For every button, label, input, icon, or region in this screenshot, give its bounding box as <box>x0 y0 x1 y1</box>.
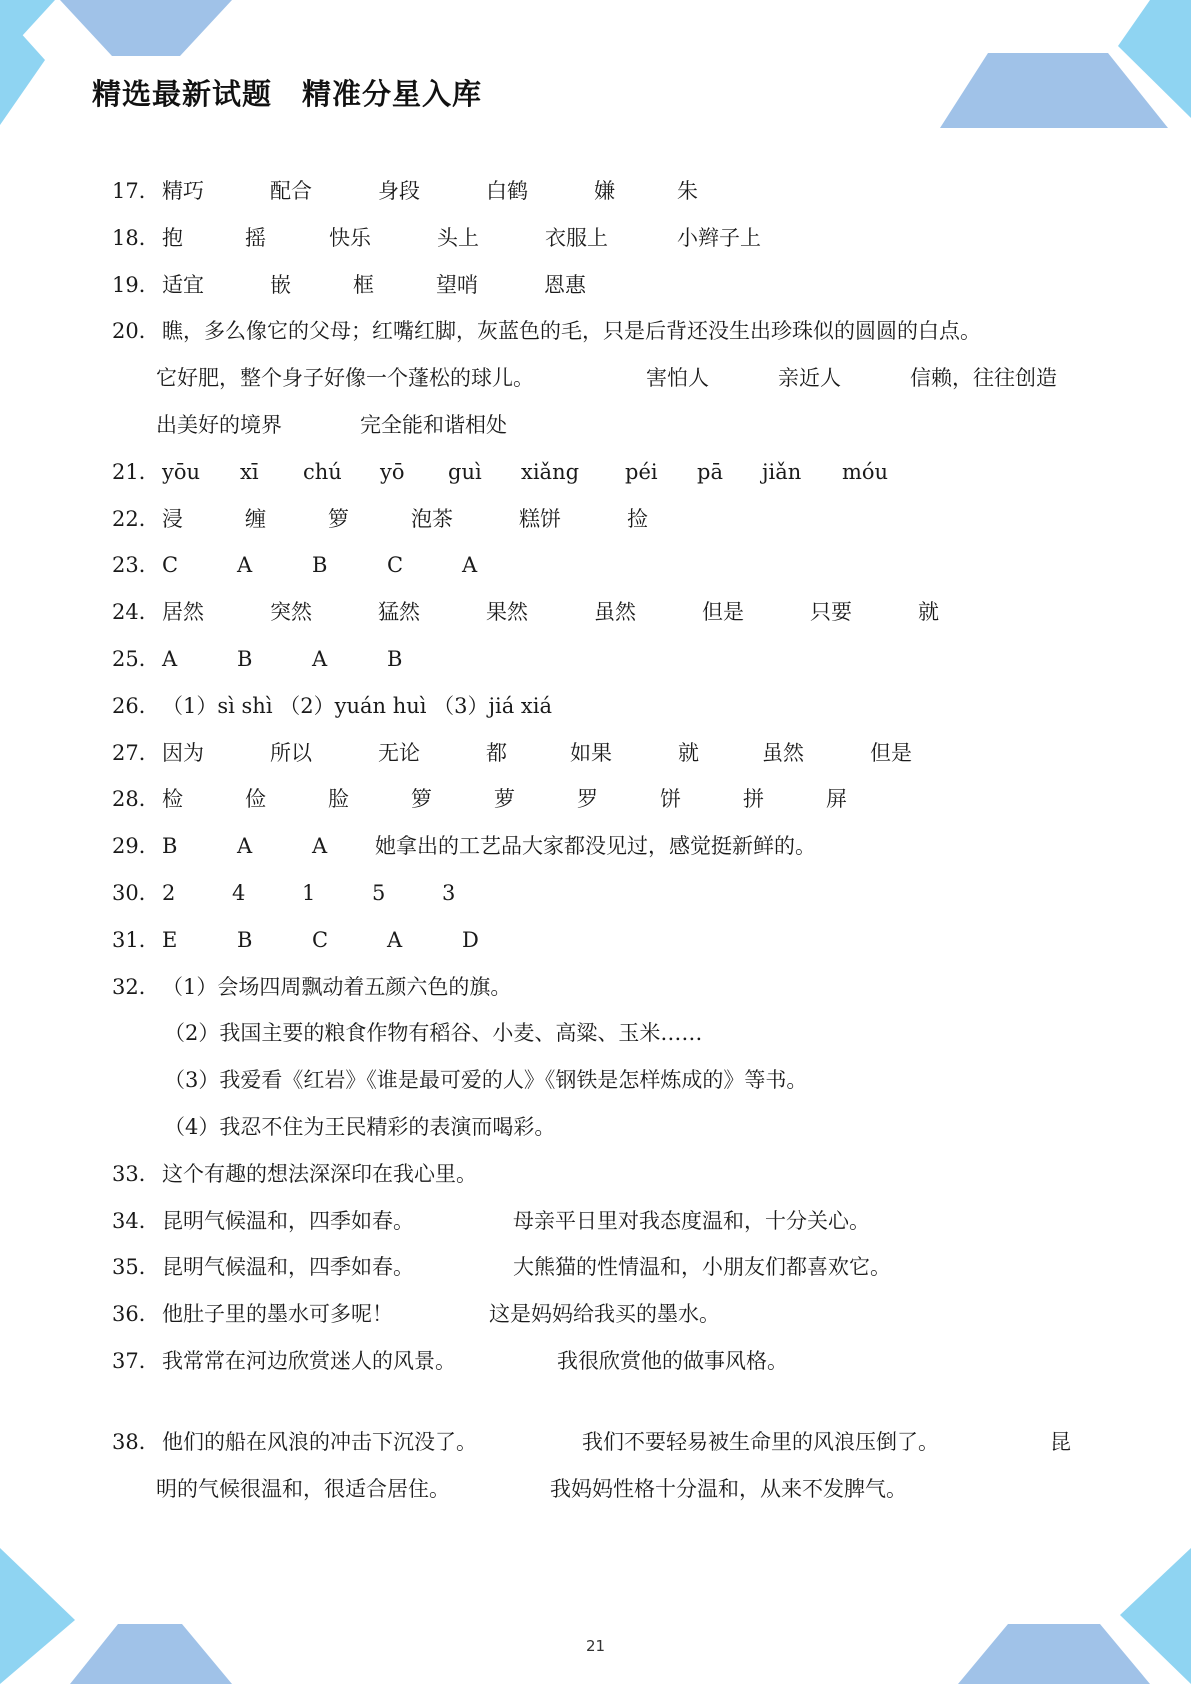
answer-list <box>112 168 1112 1512</box>
answer-text: A <box>162 646 178 671</box>
answer-number: 26． <box>112 693 160 718</box>
answer-text: 如果 <box>570 740 612 765</box>
answer-text: 5 <box>372 880 386 905</box>
answer-number: 29． <box>112 834 160 859</box>
answer-text: B <box>387 646 403 671</box>
answer-number: 32． <box>112 974 160 999</box>
answer-text: 虽然 <box>762 740 804 765</box>
answer-text: C <box>312 927 329 952</box>
answer-text: A <box>387 927 403 952</box>
answer-line <box>162 823 1112 870</box>
answer-line <box>162 917 1112 964</box>
answer-line <box>162 730 1112 777</box>
answer-line <box>162 683 1112 730</box>
answer-text: 就 <box>918 600 939 625</box>
answer-text: 大熊猫的性情温和，小朋友们都喜欢它。 <box>513 1255 891 1280</box>
answer-text: 就 <box>678 740 699 765</box>
answer-text: C <box>162 553 179 578</box>
answer-number: 30． <box>112 880 160 905</box>
answer-item <box>112 870 1112 917</box>
answer-item <box>112 917 1112 964</box>
answer-text: B <box>237 927 253 952</box>
answer-number: 23． <box>112 553 160 578</box>
answer-line <box>156 355 1112 402</box>
answer-text: 白鹤 <box>486 179 528 203</box>
answer-text: móu <box>842 459 889 484</box>
answer-line <box>162 1198 1112 1245</box>
answer-text: （1）会场四周飘动着五颜六色的旗。 <box>162 974 512 999</box>
answer-text: B <box>312 553 328 578</box>
answer-line <box>162 1291 1112 1338</box>
answer-text: 我很欣赏他的做事风格。 <box>557 1348 788 1373</box>
answer-line <box>162 1151 1112 1198</box>
answer-text: （1）sì shì （2）yuán huì （3）jiá xiá <box>162 693 552 718</box>
answer-text: yōu <box>162 459 201 484</box>
answer-text: 猛然 <box>378 600 420 625</box>
page-title: 精选最新试题 精准分星入库 <box>92 77 483 111</box>
answer-number: 27． <box>112 740 160 765</box>
answer-item <box>112 542 1112 589</box>
answer-text: 昆 <box>1050 1429 1071 1454</box>
answer-text: C <box>387 553 404 578</box>
answer-line <box>162 1010 1112 1057</box>
answer-text: 我常常在河边欣赏迷人的风景。 <box>162 1348 456 1373</box>
answer-text: 明的气候很温和，很适合居住。 <box>156 1476 450 1501</box>
answer-text: 检 <box>162 787 183 812</box>
answer-text: 罗 <box>577 787 598 812</box>
answer-text: 饼 <box>660 787 681 812</box>
answer-item <box>112 776 1112 823</box>
answer-text: （2）我国主要的粮食作物有稻谷、小麦、高粱、玉米…… <box>164 1021 703 1046</box>
answer-item <box>112 964 1112 1151</box>
corner-decoration-top <box>0 0 1191 140</box>
answer-line <box>162 964 1112 1011</box>
answer-text: 4 <box>232 880 246 905</box>
answer-line <box>162 496 1112 543</box>
answer-text: 突然 <box>270 600 312 625</box>
answer-text: péi <box>625 459 658 484</box>
answer-item <box>112 683 1112 730</box>
answer-text: （3）我爱看《红岩》《谁是最可爱的人》《钢铁是怎样炼成的》等书。 <box>164 1068 808 1093</box>
answer-number: 25． <box>112 646 160 671</box>
answer-item <box>112 589 1112 636</box>
answer-text: 居然 <box>162 600 204 625</box>
answer-number: 38． <box>112 1429 160 1454</box>
answer-text: 2 <box>162 880 176 905</box>
answer-text: 框 <box>353 272 374 297</box>
answer-item <box>112 215 1112 262</box>
answer-text: 身段 <box>378 179 420 203</box>
answer-text: yō <box>380 459 405 484</box>
answer-text: 这个有趣的想法深深印在我心里。 <box>162 1161 477 1186</box>
answer-line <box>156 1466 1112 1513</box>
answer-text: 恩惠 <box>544 272 586 297</box>
answer-text: A <box>237 834 253 859</box>
answer-text: B <box>162 834 178 859</box>
answer-text: B <box>237 646 253 671</box>
answer-item <box>112 1338 1112 1385</box>
answer-line <box>162 776 1112 823</box>
answer-number: 36． <box>112 1302 160 1327</box>
answer-line <box>162 1338 1112 1385</box>
answer-text: 虽然 <box>594 600 636 625</box>
answer-text: pā <box>697 459 723 484</box>
answer-line <box>162 262 1112 309</box>
answer-line <box>162 449 1112 496</box>
answer-item <box>112 308 1112 448</box>
answer-line <box>162 589 1112 636</box>
answer-text: 昆明气候温和，四季如春。 <box>162 1208 414 1233</box>
answer-text: A <box>312 646 328 671</box>
answer-text: 她拿出的工艺品大家都没见过，感觉挺新鲜的。 <box>375 834 816 859</box>
answer-text: E <box>162 927 178 952</box>
answer-item <box>112 168 1112 215</box>
answer-text: guì <box>448 459 482 484</box>
answer-line <box>162 1419 1112 1466</box>
answer-item <box>112 496 1112 543</box>
answer-text: 瞧，多么像它的父母；红嘴红脚，灰蓝色的毛，只是后背还没生出珍珠似的圆圆的白点。 <box>162 319 981 344</box>
answer-text: 但是 <box>702 600 744 625</box>
answer-line <box>162 308 1112 355</box>
answer-item <box>112 1419 1112 1513</box>
answer-text: 无论 <box>378 740 420 765</box>
answer-number: 17． <box>112 179 160 203</box>
answer-number: 35． <box>112 1255 160 1280</box>
answer-item <box>112 1244 1112 1291</box>
answer-text: 抱 <box>162 225 183 250</box>
answer-number: 22． <box>112 506 160 531</box>
answer-text: 屏 <box>826 787 847 812</box>
answer-item <box>112 262 1112 309</box>
answer-line <box>162 168 1112 215</box>
answer-text: 只要 <box>810 600 852 625</box>
answer-number: 37． <box>112 1348 160 1373</box>
answer-item <box>112 1151 1112 1198</box>
answer-number: 34． <box>112 1208 160 1233</box>
answer-text: 嵌 <box>270 272 291 297</box>
answer-text: 脸 <box>328 787 349 812</box>
answer-text: 母亲平日里对我态度温和，十分关心。 <box>513 1208 870 1233</box>
answer-line <box>162 636 1112 683</box>
answer-text: 望哨 <box>436 272 478 297</box>
answer-text: 都 <box>486 740 507 765</box>
answer-text: 他肚子里的墨水可多呢！ <box>162 1302 393 1327</box>
answer-number: 31． <box>112 927 160 952</box>
answer-number: 33． <box>112 1161 160 1186</box>
answer-text: 朱 <box>677 179 698 203</box>
answer-text: 3 <box>442 880 456 905</box>
answer-text: 衣服上 <box>545 225 608 250</box>
answer-text: 缠 <box>245 506 266 531</box>
answer-line <box>162 542 1112 589</box>
page-number: 21 <box>585 1637 606 1655</box>
answer-text: 小辫子上 <box>677 225 761 250</box>
answer-number: 21． <box>112 459 160 484</box>
answer-text: 我们不要轻易被生命里的风浪压倒了。 <box>582 1429 939 1454</box>
answer-text: 摇 <box>245 225 266 250</box>
corner-decoration-bottom <box>0 1540 1191 1684</box>
answer-text: 萝 <box>494 787 515 812</box>
answer-text: 害怕人 <box>646 366 709 391</box>
answer-text: 这是妈妈给我买的墨水。 <box>489 1302 720 1327</box>
answer-text: 信赖，往往创造 <box>910 366 1057 391</box>
answer-number: 19． <box>112 272 160 297</box>
answer-line <box>156 402 1112 449</box>
answer-text: 因为 <box>162 740 204 765</box>
answer-number: 20． <box>112 319 160 344</box>
answer-text: xī <box>240 459 259 484</box>
answer-text: 所以 <box>270 740 312 765</box>
answer-number: 28． <box>112 787 160 812</box>
answer-item <box>112 449 1112 496</box>
answer-text: 俭 <box>245 787 266 812</box>
answer-text: A <box>237 553 253 578</box>
answer-text: A <box>462 553 478 578</box>
answer-text: 它好肥，整个身子好像一个蓬松的球儿。 <box>156 366 534 391</box>
answer-text: 捡 <box>627 506 648 531</box>
answer-text: D <box>462 927 479 952</box>
answer-text: 泡茶 <box>411 506 453 531</box>
answer-item <box>112 1291 1112 1338</box>
answer-text: 但是 <box>870 740 912 765</box>
answer-line <box>162 1057 1112 1104</box>
answer-text: jiǎn <box>762 459 802 484</box>
answer-text: 配合 <box>270 179 312 203</box>
answer-text: xiǎng <box>521 459 580 484</box>
answer-number: 18． <box>112 225 160 250</box>
answer-text: 箩 <box>411 787 432 812</box>
answer-text: 1 <box>302 880 316 905</box>
answer-item <box>112 823 1112 870</box>
answer-text: 出美好的境界 <box>156 412 282 437</box>
answer-text: A <box>312 834 328 859</box>
answer-item <box>112 636 1112 683</box>
answer-text: 昆明气候温和，四季如春。 <box>162 1255 414 1280</box>
answer-text: 糕饼 <box>519 506 561 531</box>
answer-item <box>112 1198 1112 1245</box>
answer-text: 精巧 <box>162 179 204 203</box>
answer-text: 浸 <box>162 506 183 531</box>
answer-text: 我妈妈性格十分温和，从来不发脾气。 <box>550 1476 907 1501</box>
answer-line <box>162 215 1112 262</box>
answer-line <box>162 870 1112 917</box>
answer-text: 快乐 <box>329 225 371 250</box>
answer-text: 箩 <box>328 506 349 531</box>
answer-text: （4）我忍不住为王民精彩的表演而喝彩。 <box>164 1114 556 1139</box>
answer-line <box>162 1104 1112 1151</box>
answer-text: 拼 <box>743 787 764 812</box>
answer-line <box>162 1244 1112 1291</box>
answer-text: 嫌 <box>594 179 615 203</box>
answer-text: 亲近人 <box>778 366 841 391</box>
answer-text: 适宜 <box>162 272 204 297</box>
answer-text: 果然 <box>486 600 528 625</box>
answer-text: 他们的船在风浪的冲击下沉没了。 <box>162 1429 477 1454</box>
answer-item <box>112 730 1112 777</box>
answer-number: 24． <box>112 600 160 625</box>
answer-text: 完全能和谐相处 <box>360 412 507 437</box>
answer-text: 头上 <box>437 225 479 250</box>
answer-text: chú <box>303 459 342 484</box>
